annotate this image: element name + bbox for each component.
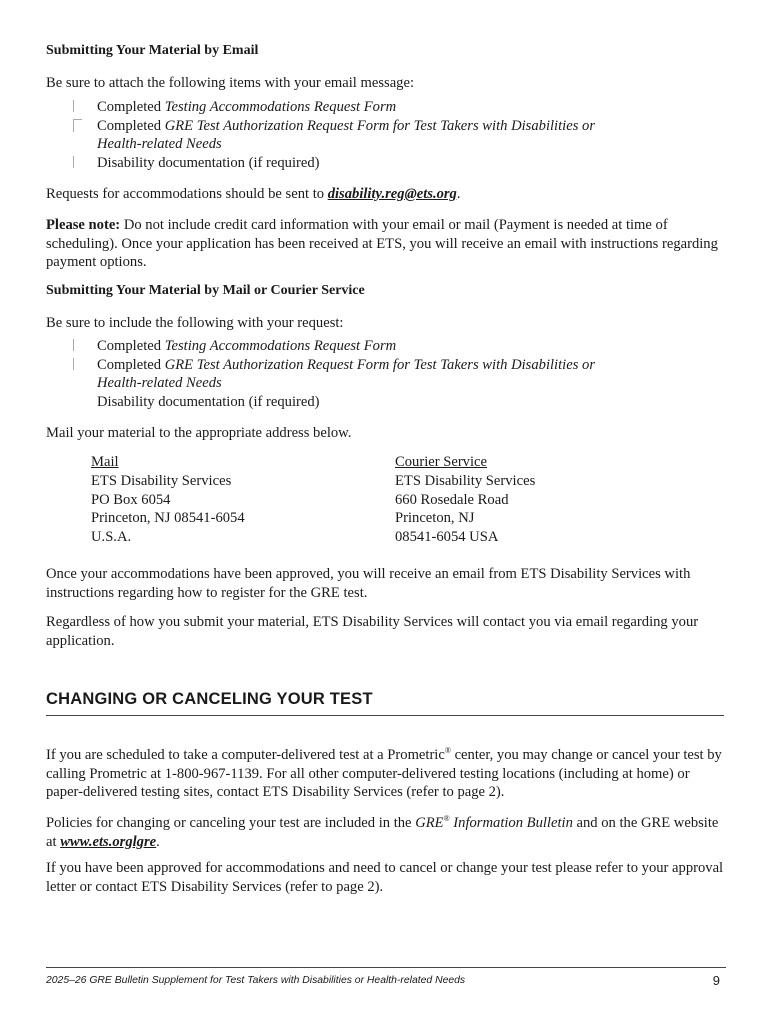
approved-paragraph: Once your accommodations have been approved, you will receive an email from ETS Disability Services with instructions regarding how to register for the GRE test. [46, 566, 691, 601]
email-link[interactable]: disability.reg@ets.org [327, 186, 457, 202]
list-item: Completed Testing Accommodations Request Form [70, 98, 670, 117]
mail-section-heading: Submitting Your Material by Mail or Courier Service [46, 283, 365, 298]
mail-address-header: Mail [91, 454, 119, 470]
checkbox-icon [73, 119, 82, 132]
checkbox-icon [73, 358, 82, 370]
page-number: 9 [712, 973, 720, 988]
courier-address-header: Courier Service [395, 454, 487, 470]
email-items-list [70, 98, 670, 172]
address-line: 660 Rosedale Road [395, 491, 509, 508]
mail-intro: Be sure to include the following with your request: [46, 315, 344, 331]
list-item: Disability documentation (if required) [97, 393, 320, 410]
address-line: Princeton, NJ [395, 510, 475, 527]
change-paragraph-3: If you have been approved for accommodations and need to cancel or change your test please refer to your approval letter or contact ETS Disability Services (refer to page 2). [46, 860, 724, 895]
mail-items-list [70, 337, 670, 411]
checkbox-icon [73, 100, 82, 112]
footer-text: 2025–26 GRE Bulletin Supplement for Test Takers with Disabilities or Health-related Needs [46, 975, 466, 986]
mail-address-block [91, 453, 245, 547]
address-line: Princeton, NJ 08541-6054 [91, 510, 245, 527]
mail-address-intro: Mail your material to the appropriate address below. [46, 425, 352, 441]
address-line: U.S.A. [91, 529, 132, 546]
address-line: ETS Disability Services [395, 472, 536, 489]
email-section-heading: Submitting Your Material by Email [46, 43, 259, 58]
section-title: CHANGING OR CANCELING YOUR TEST [46, 690, 724, 716]
courier-address-block [395, 453, 535, 547]
list-item: Completed GRE Test Authorization Request Form for Test Takers with Disabilities or Health-related Needs [70, 356, 670, 393]
checkbox-icon [73, 156, 82, 168]
send-to-paragraph: Requests for accommodations should be sent to disability.reg@ets.org. [46, 186, 461, 202]
address-line: ETS Disability Services [91, 472, 232, 489]
footer-divider [46, 967, 726, 968]
regardless-paragraph: Regardless of how you submit your material, ETS Disability Services will contact you via email regarding your application. [46, 614, 699, 649]
email-intro: Be sure to attach the following items with your email message: [46, 75, 415, 91]
address-line: PO Box 6054 [91, 491, 171, 508]
please-note-paragraph: Please note: Do not include credit card information with your email or mail (Payment is needed at time of scheduling). Once your application has been received at ETS, you will receive an email with instructions regarding payment options. [46, 217, 718, 270]
change-paragraph-1: If you are scheduled to take a computer-delivered test at a Prometric® center, you may change or cancel your test by calling Prometric at 1-800-967-1139. For all other computer-delivered testing locations (including at home) or paper-delivered testing sites, contact ETS Disability Services (refer to page 2). [46, 746, 722, 800]
gre-website-link[interactable]: www.ets.orglgre [60, 833, 157, 850]
change-paragraph-2: Policies for changing or canceling your test are included in the GRE® Information Bulletin and on the GRE website at www.ets.orglgre. [46, 814, 719, 850]
list-item: Completed GRE Test Authorization Request Form for Test Takers with Disabilities or Health-related Needs [70, 117, 670, 154]
list-item: Disability documentation (if required) [70, 154, 670, 173]
list-item: Completed Testing Accommodations Request Form [70, 337, 670, 356]
checkbox-icon [73, 339, 82, 351]
address-line: 08541-6054 USA [395, 529, 499, 546]
